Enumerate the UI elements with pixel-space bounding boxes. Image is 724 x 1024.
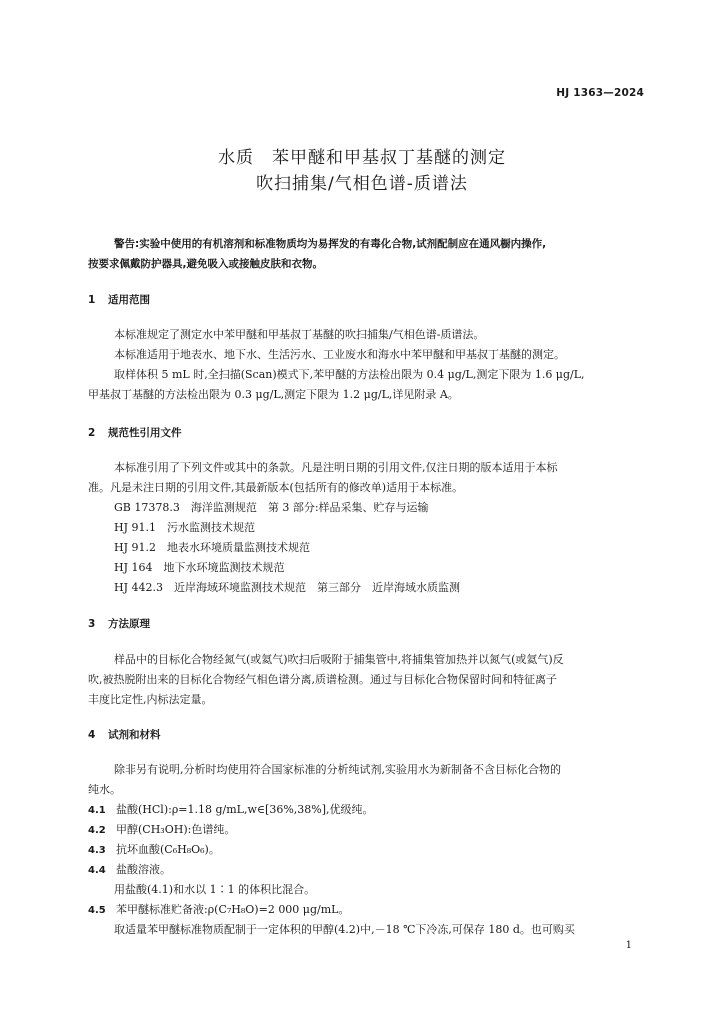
list-item (88, 900, 349, 921)
reference-item: HJ 164 地下水环境监测技术规范 (114, 561, 285, 574)
list-item (88, 840, 220, 861)
item-text: 甲醇(CH₃OH):色谱纯。 (116, 823, 236, 836)
item-4-4-detail: 用盐酸(4.1)和水以 1∶1 的体积比混合。 (114, 883, 316, 896)
section-2-number: 2 (88, 427, 96, 439)
item-number: 4.2 (88, 825, 106, 836)
section-2-title: 规范性引用文件 (108, 427, 182, 439)
section-4-number: 4 (88, 729, 96, 741)
warning-line1: 警告:实验中使用的有机溶剂和标准物质均为易挥发的有毒化合物,试剂配制应在通风橱内操作, (114, 238, 547, 250)
section-3-title: 方法原理 (108, 618, 150, 630)
item-number: 4.4 (88, 865, 106, 876)
document-title-line1: 水质 苯甲醚和甲基叔丁基醚的测定 (218, 148, 506, 168)
reference-item: HJ 91.1 污水监测技术规范 (114, 521, 255, 534)
section-2-para-line1: 本标准引用了下列文件或其中的条款。凡是注明日期的引用文件,仅注日期的版本适用于本标 (114, 461, 558, 474)
list-item (88, 820, 235, 841)
list-item (88, 800, 374, 821)
section-2-para-line2: 准。凡是未注日期的引用文件,其最新版本(包括所有的修改单)适用于本标准。 (88, 481, 464, 494)
section-4-para-line2: 纯水。 (88, 783, 121, 796)
section-1-heading (88, 290, 150, 310)
reference-item: HJ 442.3 近岸海域环境监测技术规范 第三部分 近岸海域水质监测 (114, 581, 460, 594)
item-4-5-detail: 取适量苯甲醚标准物质配制于一定体积的甲醇(4.2)中,－18 ℃下冷冻,可保存 180 d。也可购买 (114, 923, 575, 936)
section-3-para-line1: 样品中的目标化合物经氮气(或氦气)吹扫后吸附于捕集管中,将捕集管加热并以氮气(或氦气)反 (114, 653, 564, 666)
list-item (88, 860, 171, 881)
section-4-para-line1: 除非另有说明,分析时均使用符合国家标准的分析纯试剂,实验用水为新制备不含目标化合物的 (114, 763, 561, 776)
standard-number: HJ 1363—2024 (556, 87, 644, 99)
section-1-para-1: 本标准规定了测定水中苯甲醚和甲基叔丁基醚的吹扫捕集/气相色谱-质谱法。 (114, 328, 485, 341)
reference-item: HJ 91.2 地表水环境质量监测技术规范 (114, 541, 310, 554)
section-1-title: 适用范围 (108, 294, 150, 306)
section-3-para-line2: 吹,被热脱附出来的目标化合物经气相色谱分离,质谱检测。通过与目标化合物保留时间和特征离子 (88, 673, 557, 686)
item-text: 盐酸溶液。 (116, 863, 171, 876)
section-1-para-3-line1: 取样体积 5 mL 时,全扫描(Scan)模式下,苯甲醚的方法检出限为 0.4 μg/L,测定下限为 1.6 μg/L, (114, 368, 585, 381)
section-3-para-line3: 丰度比定性,内标法定量。 (88, 693, 213, 706)
item-text: 盐酸(HCl):ρ=1.18 g/mL,w∈[36%,38%],优级纯。 (116, 803, 374, 816)
item-text: 苯甲醚标准贮备液:ρ(C₇H₈O)=2 000 μg/mL。 (116, 903, 350, 916)
item-number: 4.1 (88, 805, 106, 816)
section-4-heading (88, 725, 161, 745)
item-number: 4.3 (88, 845, 106, 856)
reference-item: GB 17378.3 海洋监测规范 第 3 部分:样品采集、贮存与运输 (114, 501, 429, 514)
section-3-heading (88, 614, 150, 634)
section-1-para-2: 本标准适用于地表水、地下水、生活污水、工业废水和海水中苯甲醚和甲基叔丁基醚的测定。 (114, 348, 565, 361)
section-4-title: 试剂和材料 (108, 729, 161, 741)
warning-line2: 按要求佩戴防护器具,避免吸入或接触皮肤和衣物。 (88, 258, 323, 270)
item-text: 抗坏血酸(C₆H₈O₆)。 (116, 843, 220, 856)
section-1-number: 1 (88, 294, 96, 306)
document-title-line2: 吹扫捕集/气相色谱-质谱法 (256, 174, 468, 194)
section-2-heading (88, 423, 182, 443)
section-3-number: 3 (88, 618, 96, 630)
item-number: 4.5 (88, 905, 106, 916)
section-1-para-3-line2: 甲基叔丁基醚的方法检出限为 0.3 μg/L,测定下限为 1.2 μg/L,详见附录 A。 (88, 388, 459, 401)
page-number: 1 (625, 940, 632, 951)
